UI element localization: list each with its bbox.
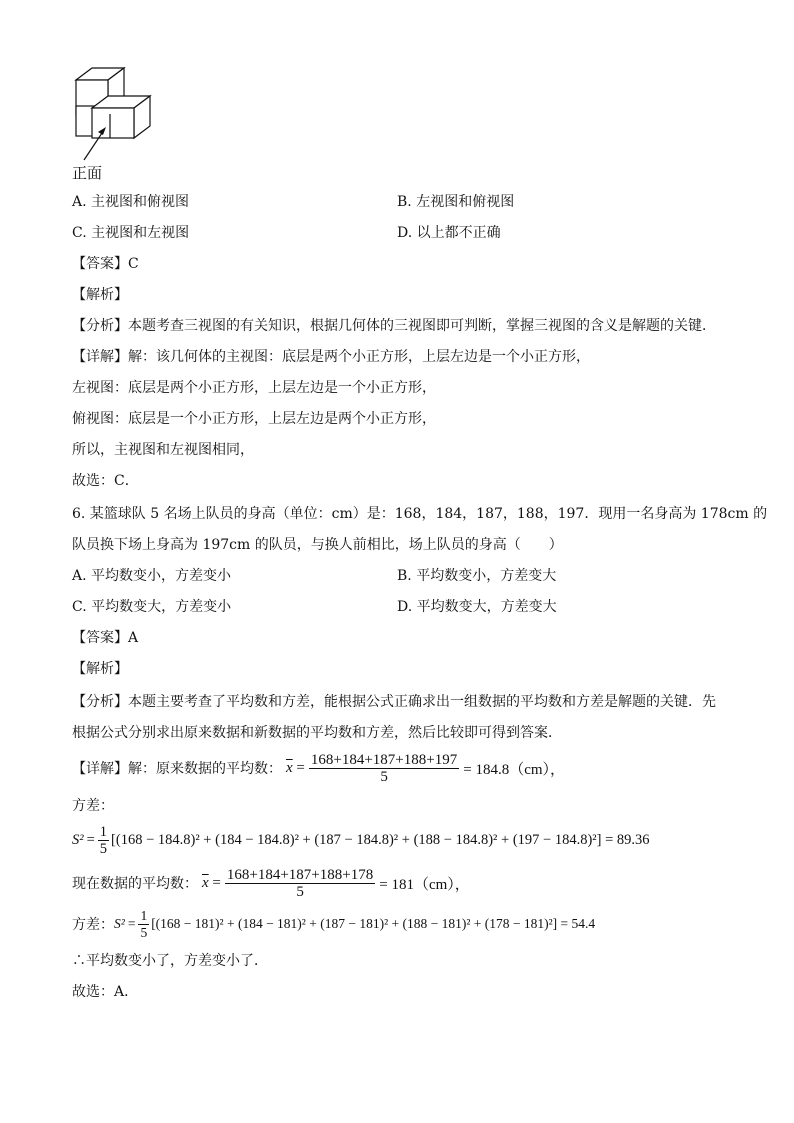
q5-option-b: B. 左视图和俯视图 bbox=[397, 194, 515, 210]
q5-detail-2: 左视图：底层是两个小正方形，上层左边是一个小正方形， bbox=[72, 380, 436, 396]
q6-option-d: D. 平均数变大，方差变大 bbox=[397, 599, 557, 615]
q6-var2-label: 方差： bbox=[72, 917, 114, 933]
q6-fenxi-1: 【分析】本题主要考查了平均数和方差，能根据公式正确求出一组数据的平均数和方差是解题的关键．先 bbox=[72, 694, 716, 710]
q5-detail-4: 所以，主视图和左视图相同， bbox=[72, 442, 254, 458]
q6-option-a: A. 平均数变小，方差变小 bbox=[72, 568, 232, 584]
q6-answer: 【答案】A bbox=[72, 630, 139, 646]
q5-option-a: A. 主视图和俯视图 bbox=[72, 194, 190, 210]
q6-var-label: 方差： bbox=[72, 798, 114, 814]
mean1-fraction bbox=[309, 752, 459, 785]
mean2-denominator: 5 bbox=[296, 883, 304, 900]
mean1-denominator: 5 bbox=[380, 768, 388, 785]
q6-analysis-title: 【解析】 bbox=[72, 661, 128, 677]
mean2-result: = 181（cm）， bbox=[379, 876, 470, 893]
mean1-line bbox=[72, 750, 565, 786]
q5-fenxi: 【分析】本题考查三视图的有关知识，根据几何体的三视图即可判断，掌握三视图的含义是解题的关键． bbox=[72, 318, 716, 334]
q6-new-mean-intro: 现在数据的平均数： bbox=[72, 876, 198, 892]
var1-line: S² = $\frac{1}{5}$ [(168 − 184.8)² + (184 − 184.8)² + (187 − 184.8)² + (188 − 184.8)² + (197 − 184.8)²] = 89.36 bbox=[72, 823, 650, 857]
mean1-result: = 184.8（cm）， bbox=[463, 761, 566, 778]
q6-choose: 故选：A． bbox=[72, 984, 139, 1000]
mean-symbol-2: $\overline{x}$ = bbox=[202, 874, 221, 891]
mean-symbol: $\overline{x}$ = bbox=[286, 759, 305, 776]
q5-detail-1: 【详解】解：该几何体的主视图：底层是两个小正方形，上层左边是一个小正方形， bbox=[72, 349, 590, 365]
q6-option-c: C. 平均数变大，方差变小 bbox=[72, 599, 232, 615]
figure-caption: 正面 bbox=[72, 164, 103, 182]
q5-analysis-title: 【解析】 bbox=[72, 287, 128, 303]
q6-option-b: B. 平均数变小，方差变大 bbox=[397, 568, 557, 584]
mean2-line bbox=[72, 865, 470, 901]
q5-answer: 【答案】C bbox=[72, 256, 139, 272]
cube-figure bbox=[70, 64, 160, 164]
s-squared-symbol-2: S² bbox=[114, 916, 125, 931]
q5-detail-3: 俯视图：底层是一个小正方形，上层左边是两个小正方形， bbox=[72, 411, 436, 427]
q6-stem-1: 6. 某篮球队 5 名场上队员的身高（单位：cm）是：168，184，187，188，197．现用一名身高为 178cm 的 bbox=[72, 506, 768, 522]
one-fifth-fraction: $\frac{1}{5}$ bbox=[99, 823, 108, 857]
mean2-numerator: 168+184+187+188+178 bbox=[226, 866, 374, 883]
mean2-fraction bbox=[225, 867, 375, 900]
q5-detail-5: 故选：C． bbox=[72, 473, 139, 489]
var1-expression: [(168 − 184.8)² + (184 − 184.8)² + (187 − 184.8)² + (188 − 184.8)² + (197 − 184.8)²] = 89.36 bbox=[111, 831, 650, 848]
q6-detail-intro: 【详解】解：原来数据的平均数： bbox=[72, 761, 282, 777]
q6-stem-2: 队员换下场上身高为 197cm 的队员，与换人前相比，场上队员的身高（ ） bbox=[72, 537, 563, 553]
q5-option-d: D. 以上都不正确 bbox=[397, 225, 501, 241]
s-squared-symbol: S² bbox=[72, 831, 84, 848]
var2-expression: [(168 − 181)² + (184 − 181)² + (187 − 181)² + (188 − 181)² + (178 − 181)²] = 54.4 bbox=[151, 916, 596, 931]
q6-fenxi-2: 根据公式分别求出原来数据和新数据的平均数和方差，然后比较即可得到答案． bbox=[72, 725, 562, 741]
q6-conclusion: ∴平均数变小了，方差变小了． bbox=[72, 953, 268, 969]
var2-line: 方差： S² = $\frac{1}{5}$ [(168 − 181)² + (184 − 181)² + (187 − 181)² + (188 − 181)² + (178 − 181)²] = 54.4 bbox=[72, 907, 596, 940]
q5-option-c: C. 主视图和左视图 bbox=[72, 225, 190, 241]
one-fifth-fraction-2: $\frac{1}{5}$ bbox=[140, 907, 148, 940]
mean1-numerator: 168+184+187+188+197 bbox=[310, 751, 458, 768]
